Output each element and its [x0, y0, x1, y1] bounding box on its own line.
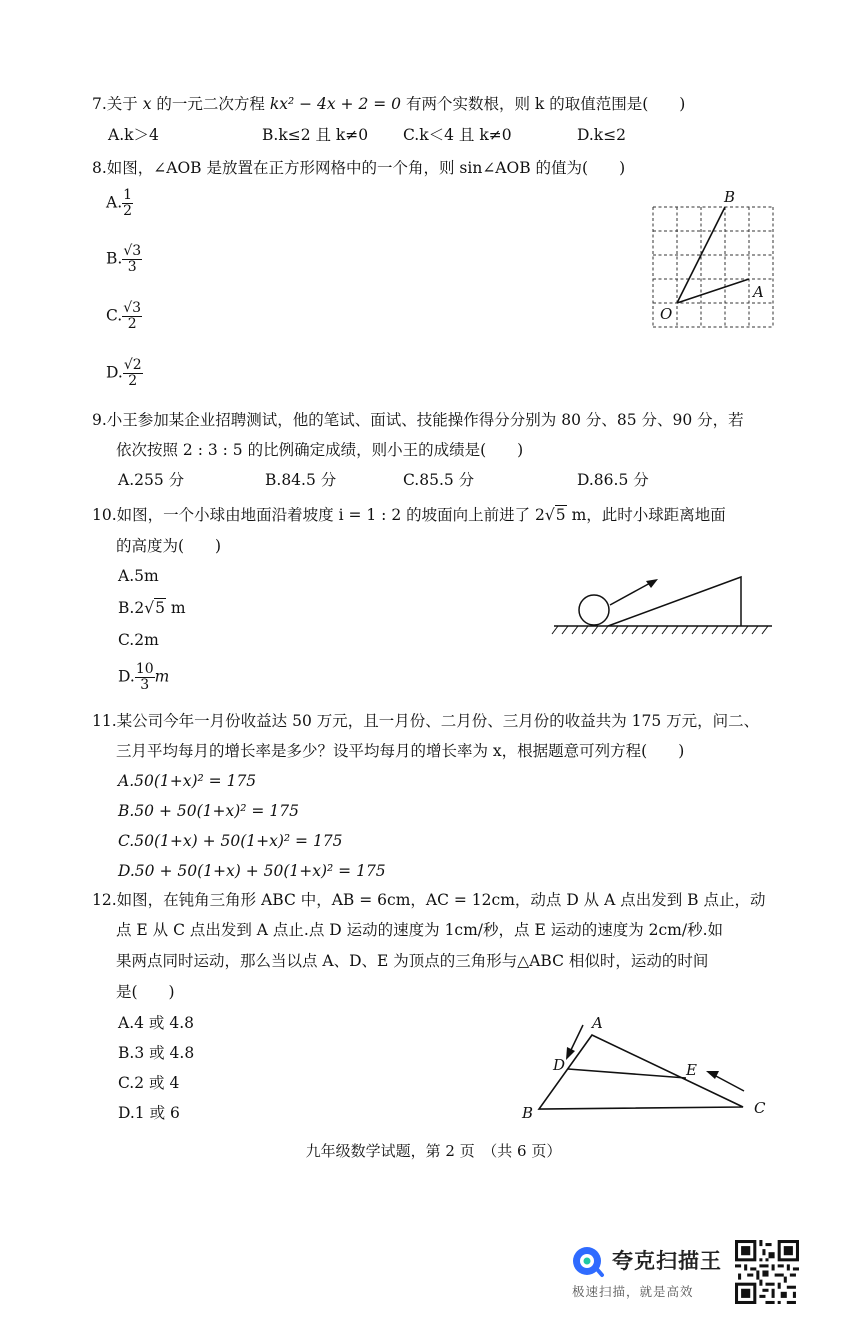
- qr-code-icon: [735, 1240, 799, 1304]
- page-footer: 九年级数学试题，第 2 页 （共 6 页）: [305, 1142, 562, 1160]
- q8-grid-figure: [640, 185, 780, 335]
- q12-stem-line2: 点 E 从 C 点出发到 A 点止.点 D 运动的速度为 1cm/秒，点 E 运动的速度为 2cm/秒.如: [116, 921, 724, 939]
- q9-stem-line1: 9.小王参加某企业招聘测试，他的笔试、面试、技能操作得分分别为 80 分、85 分、90 分，若: [92, 411, 744, 429]
- q12-label-c: C: [754, 1099, 766, 1117]
- q8-option-c: C. $\frac{√3}{2}$: [106, 300, 142, 332]
- brand-slogan: 极速扫描，就是高效: [572, 1284, 694, 1299]
- q12-label-d: D: [553, 1056, 566, 1074]
- q10-option-b: B.2√5 m: [118, 599, 186, 617]
- q9-stem-line2: 依次按照 2 : 3 : 5 的比例确定成绩，则小王的成绩是( ): [116, 441, 524, 459]
- q12-segment-de: [568, 1069, 686, 1078]
- q12-label-a: A: [592, 1014, 603, 1032]
- q11-option-b: B.50 + 50(1+x)² = 175: [118, 802, 299, 820]
- q10-stem-line2: 的高度为( ): [116, 537, 222, 555]
- q9-option-c: C.85.5 分: [403, 471, 475, 489]
- q8-option-b: B. $\frac{√3}{3}$: [106, 243, 142, 275]
- q12-arrow-d: [570, 1025, 583, 1052]
- q7-option-a: A.k＞4: [108, 126, 159, 144]
- q10-option-d: D. $\frac{10}{3}$ m: [118, 661, 170, 693]
- q12-triangle-figure: [510, 1005, 780, 1125]
- q8-option-a: A. $\frac{1}{2}$: [106, 187, 133, 219]
- q7-option-d: D.k≤2: [577, 126, 627, 144]
- q12-option-a: A.4 或 4.8: [118, 1014, 194, 1032]
- q8-label-b: B: [724, 188, 736, 206]
- q12-stem-line3: 果两点同时运动，那么当以点 A、D、E 为顶点的三角形与△ABC 相似时，运动的时间: [116, 952, 709, 970]
- q10-option-c: C.2m: [118, 631, 159, 649]
- q10-slope-figure: [548, 570, 778, 640]
- q8-label-a: A: [753, 283, 764, 301]
- q12-option-b: B.3 或 4.8: [118, 1044, 195, 1062]
- q10-option-a: A.5m: [118, 567, 159, 585]
- q10-slope: [608, 577, 741, 626]
- brand-name: 夸克扫描王: [612, 1249, 722, 1273]
- q11-stem-line2: 三月平均每月的增长率是多少？设平均每月的增长率为 x，根据题意可列方程( ): [116, 742, 685, 760]
- q12-stem-line1: 12.如图，在钝角三角形 ABC 中，AB = 6cm，AC = 12cm，动点 D 从 A 点出发到 B 点止，动: [92, 891, 766, 909]
- q9-option-b: B.84.5 分: [265, 471, 337, 489]
- q12-stem-line4: 是( ): [116, 983, 175, 1001]
- q7-option-c: C.k＜4 且 k≠0: [403, 126, 512, 144]
- q11-stem-line1: 11.某公司今年一月份收益达 50 万元，且一月份、二月份、三月份的收益共为 175 万元，问二、: [92, 712, 760, 730]
- q12-option-c: C.2 或 4: [118, 1074, 180, 1092]
- scanner-watermark: [568, 1242, 728, 1302]
- quark-logo-icon: [570, 1244, 606, 1278]
- q12-option-d: D.1 或 6: [118, 1104, 180, 1122]
- q12-label-e: E: [686, 1061, 697, 1079]
- q9-option-a: A.255 分: [118, 471, 185, 489]
- q10-stem-line1: 10.如图，一个小球由地面沿着坡度 i = 1 : 2 的坡面向上前进了 2√5 m，此时小球距离地面: [92, 506, 726, 524]
- q7-stem: 7.关于 x 的一元二次方程 kx² − 4x + 2 = 0 有两个实数根，则 k 的取值范围是( ): [92, 95, 686, 113]
- q7-option-b: B.k≤2 且 k≠0: [262, 126, 369, 144]
- q9-option-d: D.86.5 分: [577, 471, 649, 489]
- q8-label-o: O: [660, 305, 673, 323]
- q8-stem: 8.如图，∠AOB 是放置在正方形网格中的一个角，则 sin∠AOB 的值为( ): [92, 159, 626, 177]
- q12-label-b: B: [522, 1104, 534, 1122]
- q12-arrow-e: [714, 1075, 744, 1091]
- q11-option-a: A.50(1+x)² = 175: [118, 772, 257, 790]
- q10-ball: [579, 595, 609, 625]
- q10-direction-arrow: [610, 582, 652, 605]
- q8-option-d: D. $\frac{√2}{2}$: [106, 357, 142, 389]
- q11-option-c: C.50(1+x) + 50(1+x)² = 175: [118, 832, 343, 850]
- q11-option-d: D.50 + 50(1+x) + 50(1+x)² = 175: [118, 862, 386, 880]
